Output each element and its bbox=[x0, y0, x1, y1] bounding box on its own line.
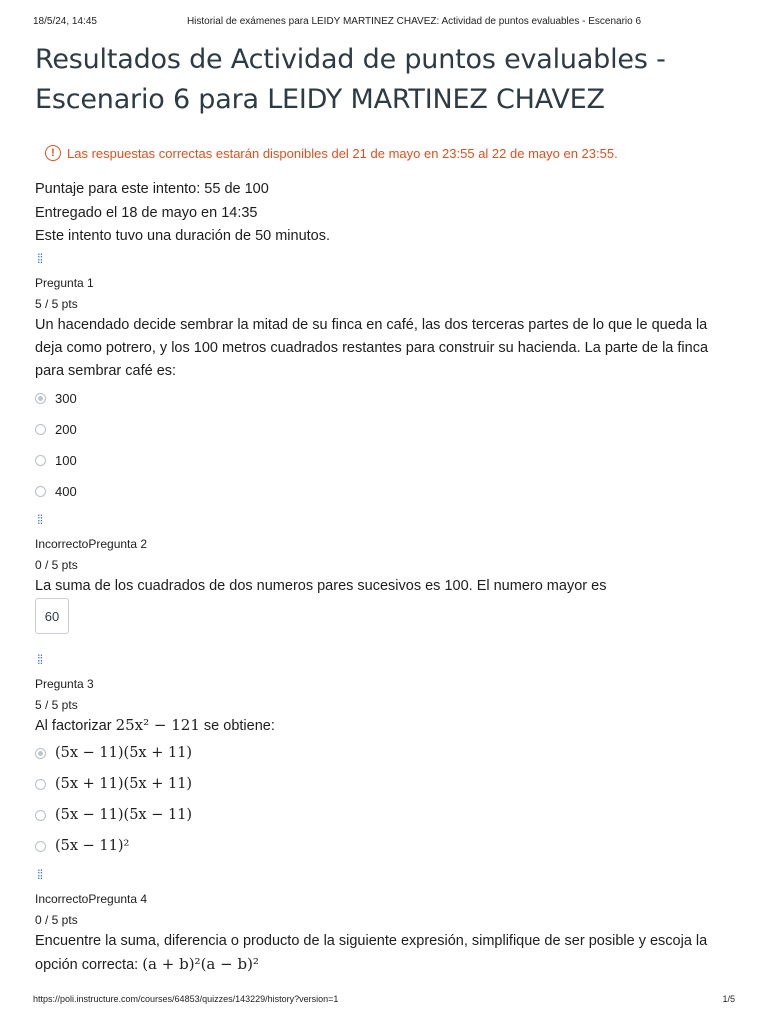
question-2-text: La suma de los cuadrados de dos numeros pares sucesivos es 100. El numero mayor es bbox=[35, 578, 607, 594]
question-3-text bbox=[35, 714, 735, 738]
question-3-label: Pregunta 3 bbox=[35, 677, 94, 691]
question-3-option[interactable] bbox=[35, 776, 192, 792]
score-text: Puntaje para este intento: 55 de 100 bbox=[35, 181, 269, 197]
drag-handle-icon[interactable]: ⁞⁞ bbox=[37, 867, 43, 882]
radio-button[interactable] bbox=[35, 424, 46, 435]
question-4-text-body: Encuentre la suma, diferencia o producto de la siguiente expresión, simplifique de ser posible y escoja la opción correcta: bbox=[35, 933, 708, 973]
question-3-expression: 25x² − 121 bbox=[115, 716, 200, 734]
page-number: 1/5 bbox=[722, 994, 735, 1004]
duration-text: Este intento tuvo una duración de 50 minutos. bbox=[35, 228, 331, 244]
radio-button[interactable] bbox=[35, 810, 46, 821]
radio-button[interactable] bbox=[35, 841, 46, 852]
radio-button[interactable] bbox=[35, 748, 46, 759]
option-label: 200 bbox=[55, 422, 77, 437]
question-1-option[interactable] bbox=[35, 484, 77, 499]
print-date: 18/5/24, 14:45 bbox=[33, 16, 97, 27]
option-label: (5x − 11)² bbox=[55, 838, 130, 854]
question-2-label: IncorrectoPregunta 2 bbox=[35, 537, 148, 551]
question-1-option[interactable] bbox=[35, 453, 77, 468]
warning-icon: ! bbox=[45, 145, 61, 161]
option-label: (5x + 11)(5x + 11) bbox=[55, 776, 193, 792]
drag-handle-icon[interactable]: ⁞⁞ bbox=[37, 652, 43, 667]
radio-button[interactable] bbox=[35, 455, 46, 466]
drag-handle-icon[interactable]: ⁞⁞ bbox=[37, 251, 43, 266]
print-footer bbox=[33, 994, 735, 1004]
question-3-option[interactable] bbox=[35, 745, 192, 761]
question-3-points: 5 / 5 pts bbox=[35, 698, 78, 712]
drag-handle-icon[interactable]: ⁞⁞ bbox=[37, 512, 43, 527]
radio-button[interactable] bbox=[35, 779, 46, 790]
radio-button[interactable] bbox=[35, 393, 46, 404]
submitted-text: Entregado el 18 de mayo en 14:35 bbox=[35, 204, 258, 221]
question-3-option[interactable] bbox=[35, 807, 192, 823]
question-3-option[interactable] bbox=[35, 838, 129, 854]
option-label: (5x − 11)(5x + 11) bbox=[55, 745, 193, 761]
question-1-option[interactable] bbox=[35, 391, 77, 406]
question-4-expression: (a + b)²(a − b)² bbox=[142, 955, 259, 973]
question-2-answer-field[interactable]: 60 bbox=[35, 598, 69, 634]
question-3-text-before: Al factorizar bbox=[35, 718, 112, 734]
notice-text: Las respuestas correctas estarán disponibles del 21 de mayo en 23:55 al 22 de mayo en 23:55. bbox=[67, 145, 618, 161]
option-label: 300 bbox=[55, 391, 77, 406]
question-3-text-after: se obtiene: bbox=[203, 718, 275, 734]
option-label: (5x − 11)(5x − 11) bbox=[55, 807, 193, 823]
page-url: https://poli.instructure.com/courses/64853/quizzes/143229/history?version=1 bbox=[33, 994, 339, 1004]
radio-button[interactable] bbox=[35, 486, 46, 497]
question-4-text bbox=[35, 930, 735, 977]
option-label: 100 bbox=[55, 453, 77, 468]
print-title: Historial de exámenes para LEIDY MARTINEZ CHAVEZ: Actividad de puntos evaluables - Escenario 6 bbox=[186, 16, 642, 27]
question-1-option[interactable] bbox=[35, 422, 77, 437]
attempt-summary bbox=[35, 178, 330, 249]
question-2-points: 0 / 5 pts bbox=[35, 558, 78, 572]
option-label: 400 bbox=[55, 484, 77, 499]
question-4-label: IncorrectoPregunta 4 bbox=[35, 892, 148, 906]
question-1-points: 5 / 5 pts bbox=[35, 297, 78, 311]
question-1-text: Un hacendado decide sembrar la mitad de su finca en café, las dos terceras partes de lo que le queda la deja como potrero, y los 100 metros cuadrados restantes para construir su hacienda. La parte de la finca para sembrar café es: bbox=[35, 317, 709, 379]
question-4-points: 0 / 5 pts bbox=[35, 913, 78, 927]
answers-availability-notice bbox=[45, 145, 618, 161]
page-title: Resultados de Actividad de puntos evaluables - Escenario 6 para LEIDY MARTINEZ CHAVEZ bbox=[35, 44, 666, 115]
question-1-label: Pregunta 1 bbox=[35, 276, 94, 290]
print-header bbox=[33, 16, 735, 27]
